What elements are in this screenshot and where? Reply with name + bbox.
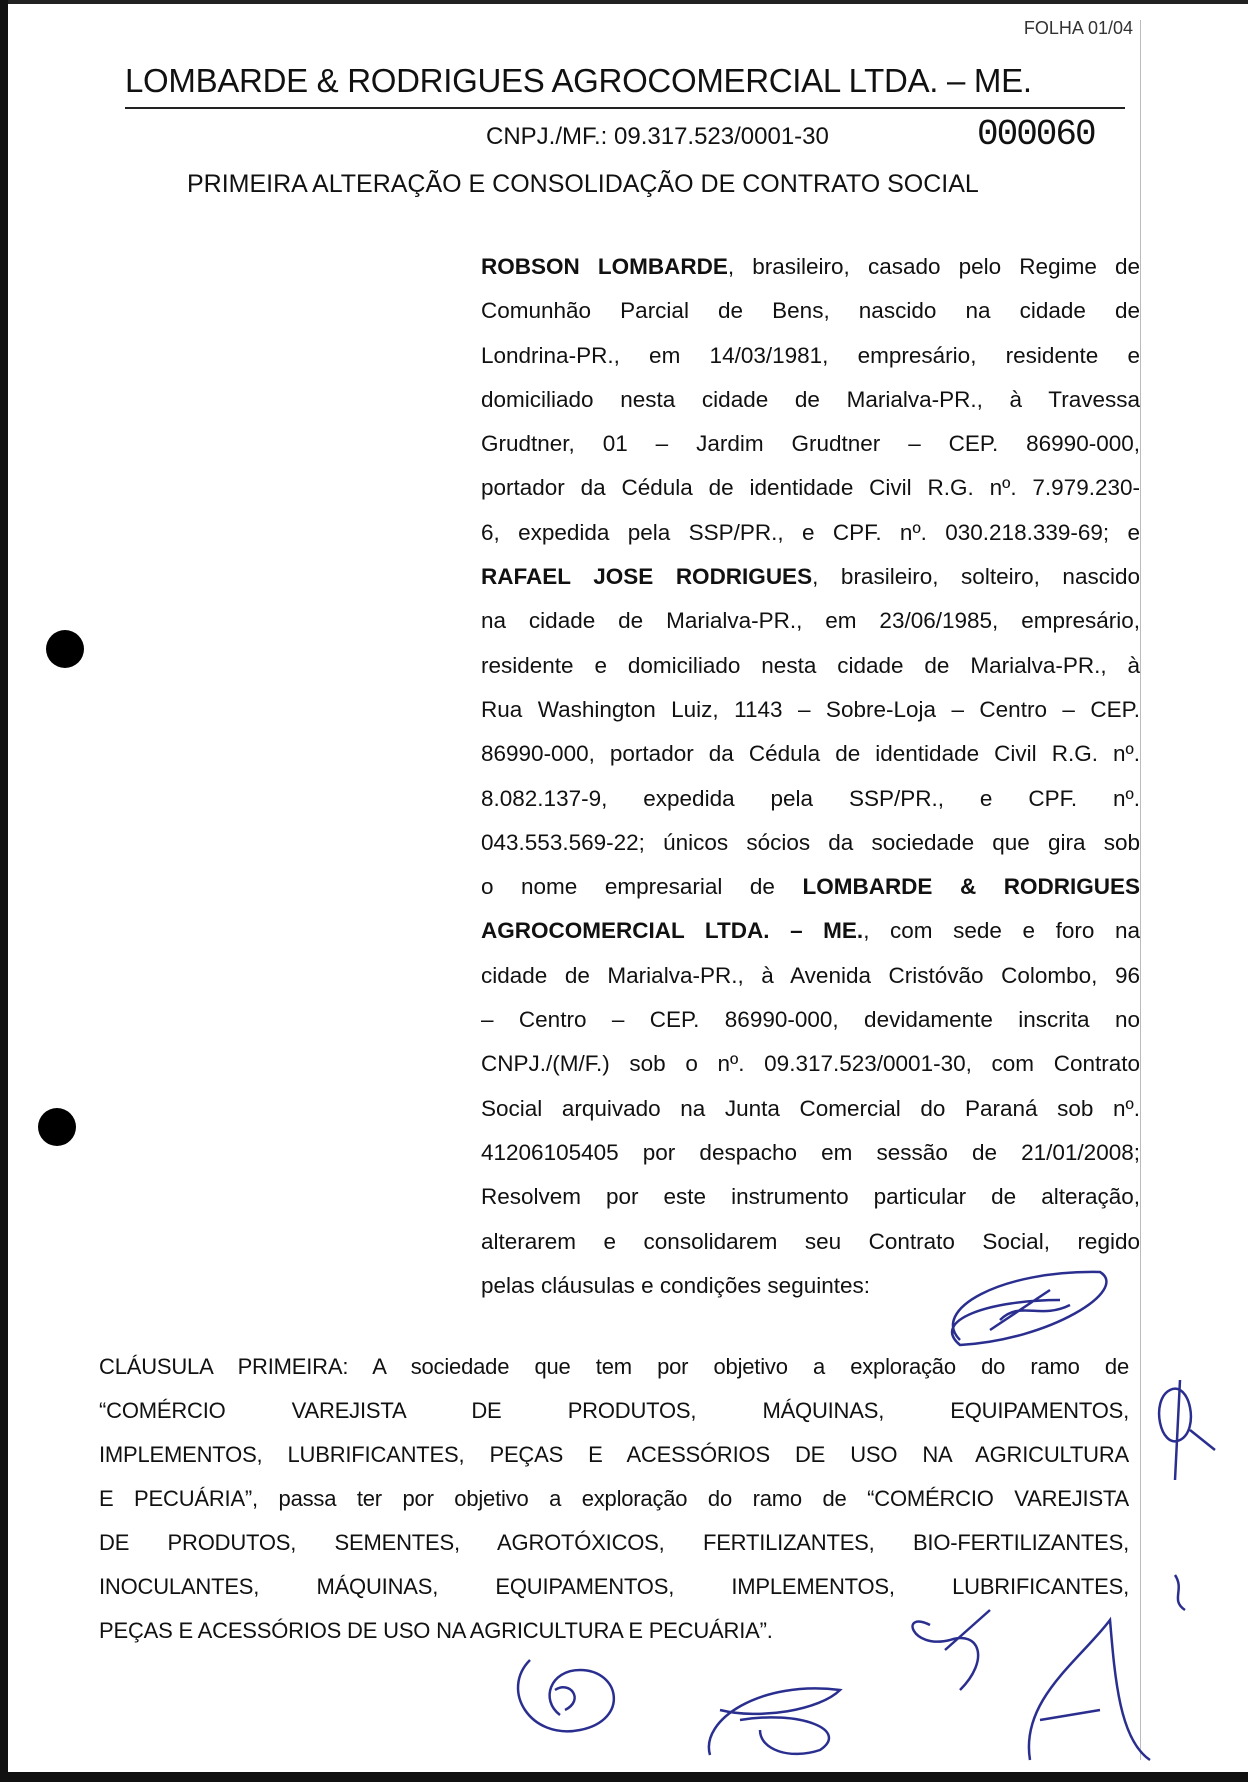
line-text: residente e domiciliado nesta cidade de Marialva-PR., à [481,652,1140,678]
line-text: o nome empresarial de [481,874,803,900]
document-title: PRIMEIRA ALTERAÇÃO E CONSOLIDAÇÃO DE CONTRATO SOCIAL [187,170,979,198]
bold-text: AGROCOMERCIAL LTDA. – ME. [481,918,864,944]
line-text: – Centro – CEP. 86990-000, devidamente inscrita no [481,1007,1140,1033]
cnpj: CNPJ./MF.: 09.317.523/0001-30 [486,123,829,150]
line-text: domiciliado nesta cidade de Marialva-PR., à Travessa [481,386,1140,412]
line-text: PEÇAS E ACESSÓRIOS DE USO NA AGRICULTURA E PECUÁRIA”. [99,1618,773,1643]
line-text: portador da Cédula de identidade Civil R.G. nº. 7.979.230- [481,475,1140,501]
bold-text: ROBSON LOMBARDE [481,254,728,279]
line-text: , brasileiro, solteiro, nascido [812,564,1140,590]
signature-bottom-1 [518,1660,614,1731]
line-text: Social arquivado na Junta Comercial do Paraná sob nº. [481,1095,1140,1121]
line-text: Resolvem por este instrumento particular de alteração, [481,1184,1140,1210]
line-text: , brasileiro, casado pelo Regime de [727,254,1140,279]
signature-initials-1 [952,1272,1106,1345]
line-text: Comunhão Parcial de Bens, nascido na cidade de [481,298,1140,324]
signature-bottom-4 [1029,1620,1150,1760]
line-text: Grudtner, 01 – Jardim Grudtner – CEP. 86990-000, [481,431,1140,457]
line-text: 6, expedida pela SSP/PR., e CPF. nº. 030.218.339-69; e [481,519,1140,545]
line-text: CNPJ./(M/F.) sob o nº. 09.317.523/0001-30, com Contrato [481,1051,1140,1077]
company-title: LOMBARDE & RODRIGUES AGROCOMERCIAL LTDA. – ME. [125,62,1032,99]
page-number-stamp: 000060 [977,114,1095,155]
bold-text: LOMBARDE & RODRIGUES [802,874,1140,900]
line-text: INOCULANTES, MÁQUINAS, EQUIPAMENTOS, IMPLEMENTOS, LUBRIFICANTES, [99,1574,1129,1599]
line-text: E PECUÁRIA”, passa ter por objetivo a exploração do ramo de “COMÉRCIO VAREJISTA [99,1486,1129,1511]
line-text: 41206105405 por despacho em sessão de 21/01/2008; [481,1139,1140,1165]
signature-bottom-2 [709,1688,840,1755]
sheet-number: FOLHA 01/04 [1023,18,1133,38]
signature-bottom-3 [913,1610,990,1690]
line-text: na cidade de Marialva-PR., em 23/06/1985, empresário, [481,608,1140,634]
line-text: DE PRODUTOS, SEMENTES, AGROTÓXICOS, FERTILIZANTES, BIO-FERTILIZANTES, [99,1530,1129,1555]
line-text: pelas cláusulas e condições seguintes: [481,1272,870,1298]
line-text: IMPLEMENTOS, LUBRIFICANTES, PEÇAS E ACESSÓRIOS DE USO NA AGRICULTURA [99,1442,1129,1467]
line-text: “COMÉRCIO VAREJISTA DE PRODUTOS, MÁQUINAS, EQUIPAMENTOS, [99,1398,1129,1423]
line-text: Londrina-PR., em 14/03/1981, empresário, residente e [481,342,1140,368]
line-text: 8.082.137-9, expedida pela SSP/PR., e CPF. nº. [481,785,1140,811]
signature-initials-3 [1175,1575,1185,1610]
line-text: CLÁUSULA PRIMEIRA: A sociedade que tem por objetivo a exploração do ramo de [99,1354,1129,1379]
line-text: 043.553.569-22; únicos sócios da sociedade que gira sob [481,829,1140,855]
signature-initials-2 [1159,1380,1215,1480]
line-text: alterarem e consolidarem seu Contrato Social, regido [481,1228,1140,1254]
line-text: Rua Washington Luiz, 1143 – Sobre-Loja – Centro – CEP. [481,696,1140,722]
line-text: 86990-000, portador da Cédula de identidade Civil R.G. nº. [481,741,1140,767]
line-text: cidade de Marialva-PR., à Avenida Cristóvão Colombo, 96 [481,962,1140,988]
bold-text: RAFAEL JOSE RODRIGUES [481,564,813,590]
line-text: , com sede e foro na [863,918,1140,944]
